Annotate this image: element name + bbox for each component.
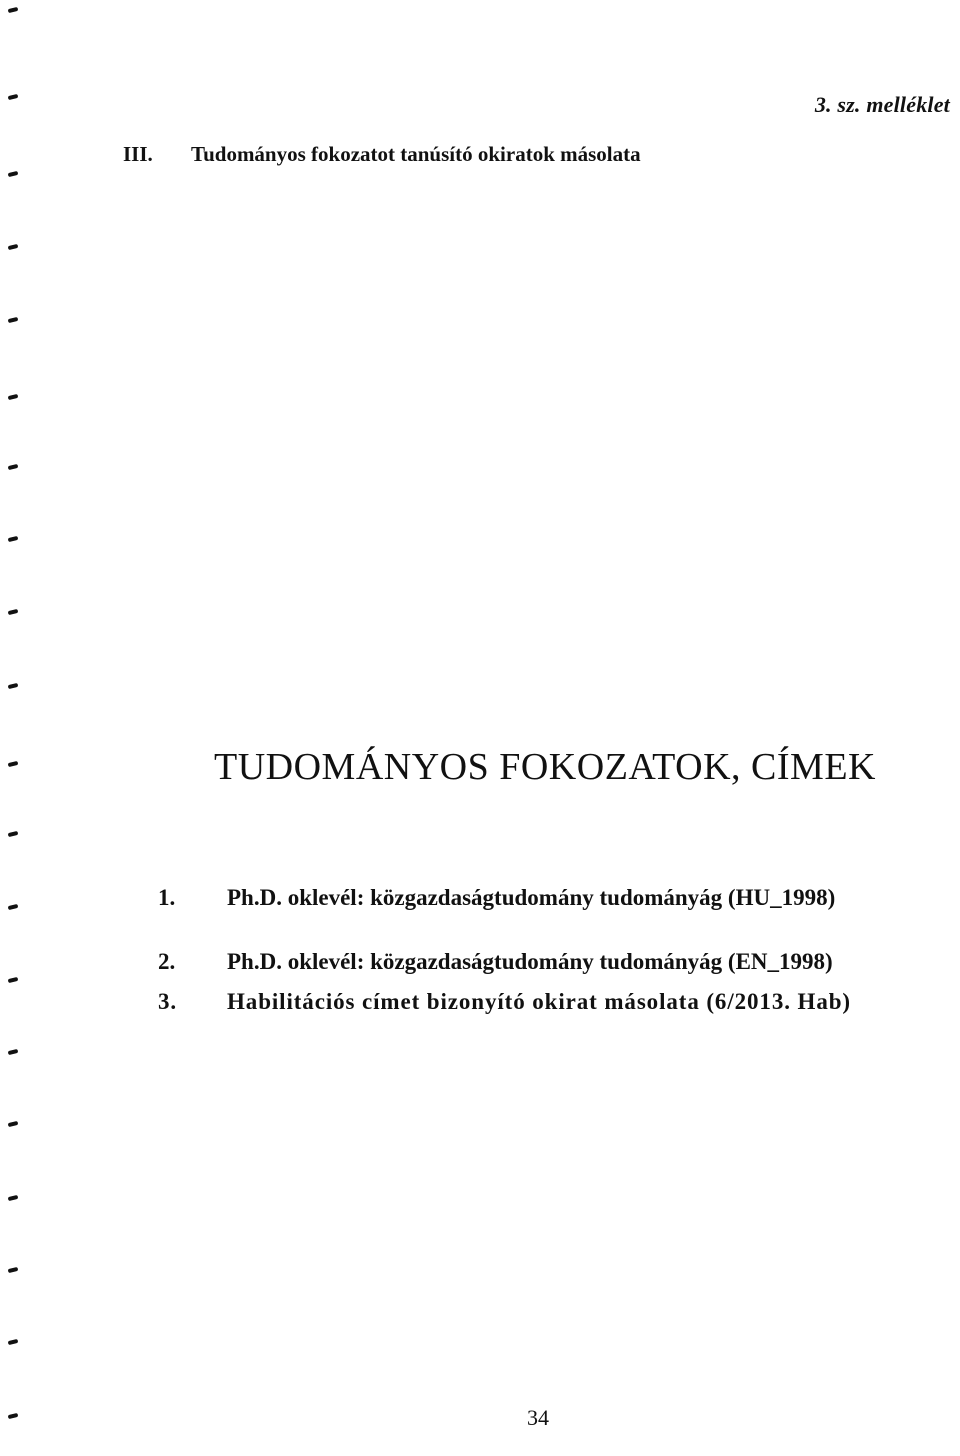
binding-mark bbox=[8, 317, 19, 323]
binding-mark bbox=[8, 171, 19, 177]
binding-mark bbox=[8, 683, 19, 689]
section-title: Tudományos fokozatot tanúsító okiratok másolata bbox=[191, 142, 641, 166]
binding-mark bbox=[8, 904, 19, 910]
list-item-text: Ph.D. oklevél: közgazdaságtudomány tudományág (HU_1998) bbox=[227, 885, 836, 910]
document-list bbox=[158, 883, 851, 1017]
binding-mark bbox=[8, 7, 19, 13]
list-item bbox=[158, 947, 851, 977]
binding-mark bbox=[8, 244, 19, 250]
list-item-number: 1. bbox=[158, 885, 176, 910]
list-item bbox=[158, 987, 851, 1017]
binding-mark bbox=[8, 1267, 19, 1273]
page-number: 34 bbox=[527, 1405, 549, 1430]
binding-mark bbox=[8, 536, 19, 542]
binding-mark bbox=[8, 977, 19, 983]
binding-mark bbox=[8, 609, 19, 615]
binding-mark bbox=[8, 1195, 19, 1201]
binding-mark bbox=[8, 94, 19, 100]
binding-mark bbox=[8, 831, 19, 837]
section-heading bbox=[123, 142, 641, 167]
binding-mark bbox=[8, 1049, 19, 1055]
annex-label: 3. sz. melléklet bbox=[814, 92, 950, 117]
list-item-text: Ph.D. oklevél: közgazdaságtudomány tudományág (EN_1998) bbox=[227, 949, 833, 974]
binding-mark bbox=[8, 464, 19, 470]
binding-mark bbox=[8, 1339, 19, 1345]
list-item bbox=[158, 883, 851, 913]
binding-mark bbox=[8, 1413, 19, 1419]
section-number: III. bbox=[123, 142, 153, 166]
binding-mark bbox=[8, 1121, 19, 1127]
page-title: TUDOMÁNYOS FOKOZATOK, CÍMEK bbox=[214, 746, 876, 788]
binding-mark bbox=[8, 394, 19, 400]
list-item-number: 3. bbox=[158, 989, 178, 1014]
list-item-text: Habilitációs címet bizonyító okirat másolata (6/2013. Hab) bbox=[227, 989, 851, 1014]
list-item-number: 2. bbox=[158, 949, 176, 974]
